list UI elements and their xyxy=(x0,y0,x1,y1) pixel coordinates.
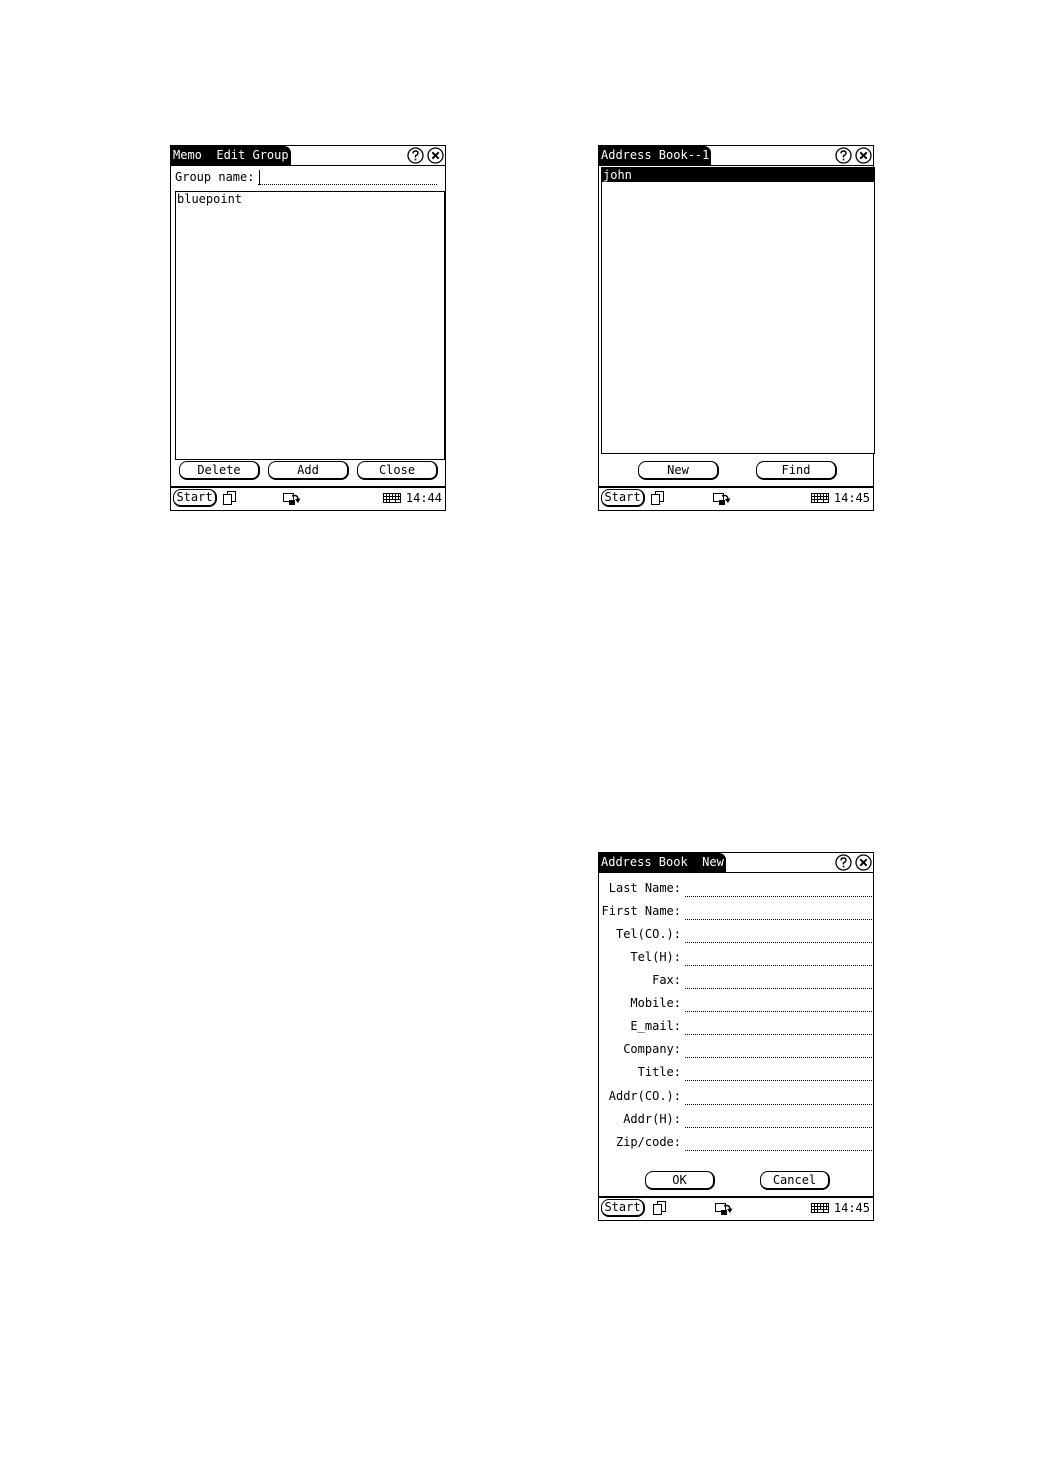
group-name-label: Group name: xyxy=(175,170,255,184)
last-name-input[interactable] xyxy=(685,882,872,897)
address-book-window xyxy=(598,145,874,511)
addr-h-input[interactable] xyxy=(685,1113,872,1128)
new-button[interactable]: New xyxy=(638,461,719,480)
title-label: Title: xyxy=(637,1065,681,1079)
form-row-tel-co xyxy=(599,924,873,944)
email-label: E_mail: xyxy=(630,1019,681,1033)
first-name-input[interactable] xyxy=(685,905,872,920)
list-item[interactable]: bluepoint xyxy=(177,192,243,206)
find-button[interactable]: Find xyxy=(756,461,837,480)
tasks-icon[interactable] xyxy=(223,491,236,505)
window-title: Memo Edit Group xyxy=(171,146,291,165)
contact-list[interactable] xyxy=(601,167,875,454)
close-icon[interactable] xyxy=(427,147,444,164)
title-bar xyxy=(171,146,445,166)
title-input[interactable] xyxy=(685,1066,872,1081)
title-bar xyxy=(599,853,873,873)
close-button[interactable]: Close xyxy=(357,461,438,480)
taskbar xyxy=(599,486,873,510)
clock: 14:45 xyxy=(833,491,870,505)
tel-co-label: Tel(CO.): xyxy=(615,927,681,941)
add-button[interactable]: Add xyxy=(268,461,349,480)
form-row-zip-code xyxy=(599,1132,873,1152)
company-input[interactable] xyxy=(685,1043,872,1058)
start-button[interactable]: Start xyxy=(173,489,217,507)
tel-h-input[interactable] xyxy=(685,951,872,966)
fax-label: Fax: xyxy=(652,973,681,987)
taskbar xyxy=(171,486,445,510)
keyboard-icon[interactable] xyxy=(811,493,829,503)
company-label: Company: xyxy=(623,1042,681,1056)
keyboard-icon[interactable] xyxy=(811,1203,829,1213)
delete-button[interactable]: Delete xyxy=(179,461,260,480)
fax-input[interactable] xyxy=(685,974,872,989)
cancel-button[interactable]: Cancel xyxy=(760,1171,830,1190)
help-icon[interactable] xyxy=(835,854,852,871)
mobile-input[interactable] xyxy=(685,997,872,1012)
title-bar xyxy=(599,146,873,166)
tasks-icon[interactable] xyxy=(651,491,664,505)
form-row-first-name xyxy=(599,901,873,921)
text-caret xyxy=(259,170,260,185)
window-title: Address Book New xyxy=(599,853,726,872)
address-book-new-window xyxy=(598,852,874,1221)
form-row-fax xyxy=(599,970,873,990)
list-item[interactable]: john xyxy=(602,168,874,182)
addr-h-label: Addr(H): xyxy=(623,1112,681,1126)
close-icon[interactable] xyxy=(855,147,872,164)
zip-code-input[interactable] xyxy=(685,1136,872,1151)
form-row-title xyxy=(599,1062,873,1082)
form-row-last-name xyxy=(599,878,873,898)
tel-co-input[interactable] xyxy=(685,928,872,943)
addr-co-input[interactable] xyxy=(685,1090,872,1105)
help-icon[interactable] xyxy=(407,147,424,164)
clock: 14:44 xyxy=(405,491,442,505)
group-name-input[interactable] xyxy=(258,170,437,185)
form-row-mobile xyxy=(599,993,873,1013)
group-name-row xyxy=(175,167,437,187)
ok-button[interactable]: OK xyxy=(645,1171,715,1190)
help-icon[interactable] xyxy=(835,147,852,164)
form-row-addr-h xyxy=(599,1109,873,1129)
mobile-label: Mobile: xyxy=(630,996,681,1010)
first-name-label: First Name: xyxy=(601,904,681,918)
close-icon[interactable] xyxy=(855,854,872,871)
start-button[interactable]: Start xyxy=(601,489,645,507)
last-name-label: Last Name: xyxy=(608,881,681,895)
start-button[interactable]: Start xyxy=(601,1199,645,1217)
email-input[interactable] xyxy=(685,1020,872,1035)
form-row-email xyxy=(599,1016,873,1036)
sync-icon[interactable] xyxy=(713,491,731,506)
form-row-tel-h xyxy=(599,947,873,967)
keyboard-icon[interactable] xyxy=(383,493,401,503)
addr-co-label: Addr(CO.): xyxy=(608,1089,681,1103)
tel-h-label: Tel(H): xyxy=(630,950,681,964)
clock: 14:45 xyxy=(833,1201,870,1215)
taskbar xyxy=(599,1196,873,1220)
tasks-icon[interactable] xyxy=(653,1201,666,1215)
sync-icon[interactable] xyxy=(715,1201,733,1216)
group-list[interactable] xyxy=(175,191,445,460)
form-row-addr-co xyxy=(599,1086,873,1106)
form-row-company xyxy=(599,1039,873,1059)
zip-code-label: Zip/code: xyxy=(615,1135,681,1149)
window-title: Address Book--1 xyxy=(599,146,711,165)
memo-edit-group-window xyxy=(170,145,446,511)
sync-icon[interactable] xyxy=(283,491,301,506)
